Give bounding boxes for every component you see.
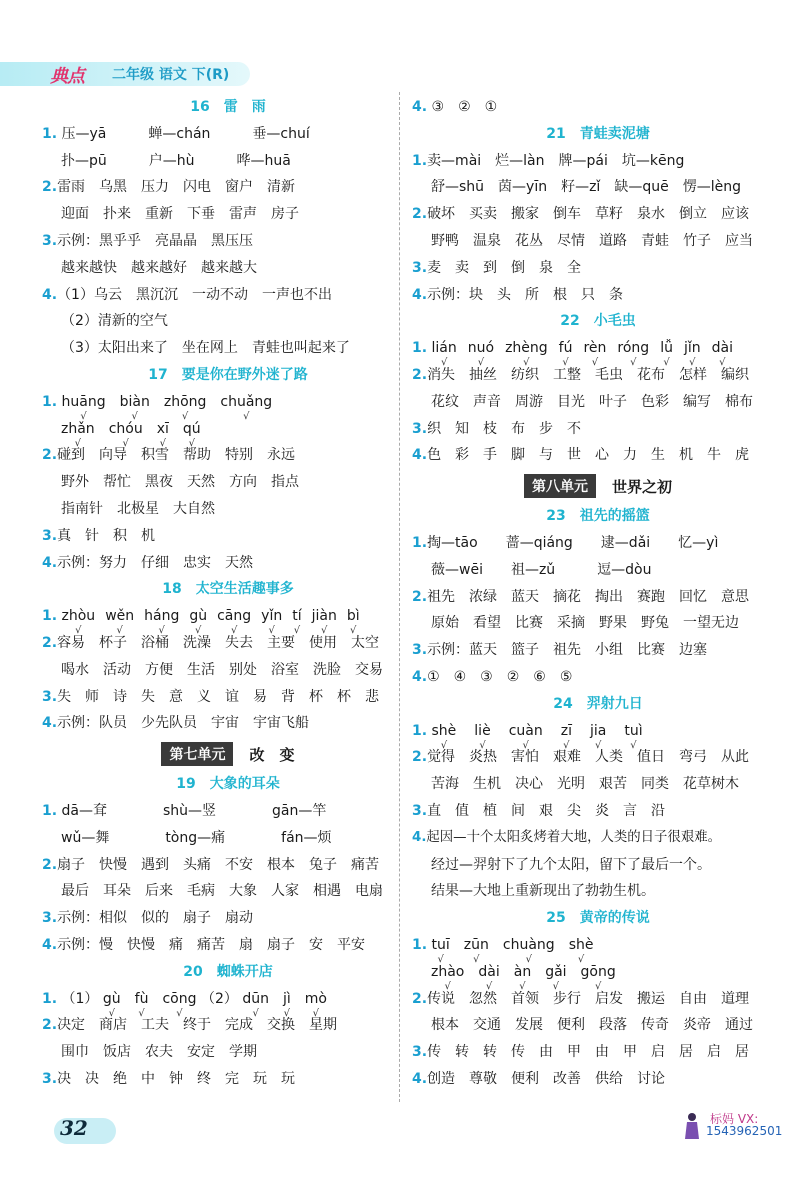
q-num: 3.	[412, 420, 428, 437]
pinyin: dài √	[712, 335, 733, 362]
answer-text: 指南针 北极星 大自然	[61, 500, 215, 517]
right-column	[412, 94, 784, 1093]
check-mark-icon: √	[562, 357, 569, 369]
check-mark-icon: √	[477, 357, 485, 369]
q-num: 2.	[42, 856, 58, 873]
check-mark-icon: √	[519, 980, 526, 992]
pinyin: xī √	[157, 416, 169, 443]
check-mark-icon: √	[479, 739, 486, 751]
check-mark-icon: √	[131, 410, 138, 422]
answer-text: 围巾 饭店 农夫 安定 学期	[61, 1044, 257, 1061]
lesson-23-title: 23 祖先的摇篮	[546, 508, 650, 525]
left-column	[42, 94, 414, 1093]
pinyin: gǎi √	[545, 959, 566, 986]
unit-8-header	[412, 469, 784, 503]
lesson-16-title: 16 雷 雨	[190, 99, 266, 115]
check-mark-icon: √	[283, 1007, 291, 1019]
answer-text: 根本 交通 发展 便利 段落 传奇 炎帝 通过	[431, 1017, 753, 1034]
check-mark-icon: √	[181, 410, 189, 422]
answer-text: （3）太阳出来了 坐在网上 青蛙也叫起来了	[61, 340, 350, 357]
q-num: 2.	[412, 588, 428, 605]
answer-text: 碰到 向导 积雪 帮助 特别 永远	[57, 447, 296, 464]
lesson-19-title: 19 大象的耳朵	[176, 776, 280, 793]
brand-logo: 典点	[50, 66, 84, 87]
q-num: 2.	[412, 206, 428, 223]
pinyin: jǐn √	[684, 335, 701, 362]
check-mark-icon: √	[293, 625, 301, 637]
answer-text: 真 针 积 机	[57, 527, 156, 544]
check-mark-icon: √	[663, 357, 670, 369]
q-num: 2.	[42, 1017, 58, 1034]
check-mark-icon: √	[594, 980, 602, 992]
unit-badge: 第七单元	[161, 742, 233, 766]
pinyin: zhào √	[431, 959, 464, 986]
check-mark-icon: √	[252, 1007, 259, 1019]
q-num: 4.	[412, 99, 428, 115]
check-mark-icon: √	[437, 953, 444, 965]
answer-text: 失 师 诗 失 意 义 谊 易 背 杯 杯 悲	[57, 688, 380, 705]
check-mark-icon: √	[523, 357, 530, 369]
answer-text: （1）乌云 黑沉沉 一动不动 一声也不出	[57, 286, 332, 303]
pinyin: fú √	[559, 335, 573, 362]
check-mark-icon: √	[138, 1007, 145, 1019]
check-mark-icon: √	[75, 625, 82, 637]
pinyin: jì √	[283, 986, 291, 1013]
pinyin: huāng √	[62, 389, 106, 416]
check-mark-icon: √	[485, 980, 493, 992]
answer-text: 破坏 买卖 搬家 倒车 草籽 泉水 倒立 应该	[427, 206, 750, 223]
check-mark-icon: √	[195, 625, 202, 637]
check-mark-icon: √	[188, 437, 195, 449]
lesson-17-title: 17 要是你在野外迷了路	[148, 366, 308, 383]
check-mark-icon: √	[719, 357, 726, 369]
lesson-21-title: 21 青蛙卖泥塘	[546, 125, 650, 142]
pinyin: cōng √	[162, 986, 196, 1013]
answer-text: 扑—pū 户—hù 哗—huā	[61, 152, 291, 169]
answer-text: 雷雨 乌黑 压力 闪电 窗户 清新	[57, 179, 296, 196]
answer-text: 色 彩 手 脚 与 世 心 力 生 机 牛 虎	[427, 447, 750, 464]
q-num: 1.	[42, 802, 58, 819]
answer-text: 决 决 绝 中 钟 终 完 玩 玩	[57, 1070, 296, 1087]
answer-text: 舒—shū 茵—yīn 籽—zǐ 缺—quē 愣—lèng	[431, 179, 741, 196]
q-num: 1.	[412, 722, 428, 739]
pinyin-row	[61, 389, 273, 422]
answer-text: wǔ—舞 tòng—痛 fán—烦	[61, 829, 332, 846]
pinyin-row	[102, 986, 197, 1019]
pinyin: gù √	[103, 986, 121, 1013]
check-mark-icon: √	[243, 410, 250, 422]
pinyin: zī √	[561, 718, 572, 745]
q-num: 2.	[42, 634, 58, 651]
pinyin: tí √	[292, 603, 301, 630]
answer-text: 示例：相似 似的 扇子 扇动	[57, 910, 254, 927]
pinyin: tuī √	[432, 932, 450, 959]
pinyin: nuó √	[468, 335, 494, 362]
q-num: 2.	[42, 447, 58, 464]
answer-text: 消失 抽丝 纺织 工整 毛虫 花布 怎样 编织	[427, 366, 750, 383]
q-num: 3.	[412, 259, 428, 276]
unit-title: 改 变	[249, 745, 295, 764]
pinyin: fù √	[135, 986, 149, 1013]
q-num: 3.	[42, 1070, 58, 1087]
answer-text: 传说 忽然 首领 步行 启发 搬运 自由 道理	[427, 990, 750, 1007]
unit-title: 世界之初	[611, 477, 672, 496]
answer-text: 扇子 快慢 遇到 头痛 不安 根本 兔子 痛苦	[57, 856, 380, 873]
q-num: 4.	[412, 286, 428, 303]
answer-text: 经过—羿射下了九个太阳，留下了最后一个。	[431, 856, 711, 873]
pinyin: lǚ √	[660, 335, 673, 362]
q-num: 1.	[42, 608, 58, 625]
pinyin: rèn √	[583, 335, 606, 362]
answer-text: 示例：努力 仔细 忠实 天然	[57, 554, 254, 571]
check-mark-icon: √	[440, 357, 448, 369]
pinyin: chuàng √	[503, 932, 555, 959]
check-mark-icon: √	[563, 739, 570, 751]
check-mark-icon: √	[268, 625, 275, 637]
q-num: 3.	[42, 910, 58, 927]
answer-text: 野鸭 温泉 花丛 尽情 道路 青蛙 竹子 应当	[431, 232, 753, 249]
check-mark-icon: √	[122, 437, 129, 449]
q-num: 1.	[412, 152, 428, 169]
answer-text: 容易 杯子 浴桶 洗澡 失去 主要 使用 太空	[57, 634, 380, 651]
answer-text: 创造 尊敬 便利 改善 供给 讨论	[427, 1070, 666, 1087]
pinyin: dūn √	[242, 986, 269, 1013]
q-num: 3.	[42, 232, 58, 249]
check-mark-icon: √	[158, 625, 165, 637]
q-num: 1.	[42, 393, 58, 410]
q-num: 3.	[412, 642, 428, 659]
watermark-number: 1543962501	[706, 1124, 783, 1138]
pinyin: shè √	[569, 932, 594, 959]
pinyin: zhòu √	[62, 603, 96, 630]
answer-text: 原始 看望 比赛 采摘 野果 野兔 一望无边	[431, 615, 739, 632]
pinyin-row	[242, 986, 327, 1019]
page-number-badge	[54, 1118, 116, 1144]
answer-text: 越来越快 越来越好 越来越大	[61, 259, 257, 276]
answer-text: 麦 卖 到 倒 泉 全	[427, 259, 582, 276]
pinyin: zhǎn √	[61, 416, 95, 443]
check-mark-icon: √	[350, 625, 357, 637]
q-num: 4.	[412, 447, 428, 464]
pinyin: zhèng √	[505, 335, 548, 362]
answer-text: 薇—wēi 祖—zǔ 逗—dòu	[431, 561, 652, 578]
answer-text: 示例：蓝天 篮子 祖先 小组 比赛 边塞	[427, 642, 708, 659]
check-mark-icon: √	[312, 1007, 320, 1019]
check-mark-icon: √	[440, 739, 448, 751]
q-num: 3.	[412, 1044, 428, 1061]
answer-text: ① ④ ③ ② ⑥ ⑤	[427, 668, 573, 685]
watermark	[676, 1110, 786, 1142]
answer-text: ③ ② ①	[431, 99, 498, 115]
answer-text: 示例：队员 少先队员 宇宙 宇宙飞船	[57, 715, 310, 732]
pinyin: yǐn √	[261, 603, 282, 630]
q-num: 2.	[42, 179, 58, 196]
lesson-18-title: 18 太空生活趣事多	[162, 581, 294, 598]
check-mark-icon: √	[594, 739, 602, 751]
lesson-24-title: 24 羿射九日	[553, 695, 643, 712]
q-num: 4.	[412, 829, 427, 845]
check-mark-icon: √	[577, 953, 585, 965]
answer-text: 野外 帮忙 黑夜 天然 方向 指点	[61, 474, 299, 491]
answer-text: （1）	[61, 990, 99, 1007]
answer-text: 卖—mài 烂—làn 牌—pái 坑—kēng	[427, 152, 685, 169]
answer-text: 压—yā 蝉—chán 垂—chuí	[61, 125, 310, 142]
check-mark-icon: √	[108, 1007, 115, 1019]
q-num: 4.	[42, 936, 58, 953]
q-num: 3.	[412, 802, 428, 819]
pinyin: liè √	[474, 718, 490, 745]
pinyin: mò √	[305, 986, 327, 1013]
q-num: 2.	[412, 990, 428, 1007]
q-num: 1.	[42, 990, 58, 1007]
pinyin-row	[61, 603, 360, 637]
pinyin-row	[431, 932, 594, 965]
answer-text: 示例：黑乎乎 亮晶晶 黑压压	[57, 232, 254, 249]
lesson-25-title: 25 黄帝的传说	[546, 910, 650, 927]
pinyin: shè √	[432, 718, 457, 745]
answer-text: （2）清新的空气	[61, 313, 168, 330]
check-mark-icon: √	[74, 437, 82, 449]
pinyin: zūn √	[464, 932, 489, 959]
answer-text: （2）	[200, 990, 238, 1007]
check-mark-icon: √	[230, 625, 238, 637]
q-num: 4.	[42, 554, 58, 571]
pinyin: chuǎng √	[220, 389, 272, 416]
answer-text: dā—耷 shù—竖 gān—竿	[61, 802, 327, 819]
pinyin: zhōng √	[164, 389, 207, 416]
check-mark-icon: √	[444, 980, 451, 992]
answer-text: 祖先 浓绿 蓝天 摘花 掏出 赛跑 回忆 意思	[427, 588, 750, 605]
check-mark-icon: √	[525, 953, 532, 965]
pinyin-row	[61, 416, 201, 449]
answer-text: 觉得 炎热 害怕 艰难 人类 值日 弯弓 从此	[427, 749, 750, 766]
pinyin: bì √	[347, 603, 360, 630]
lesson-22-title: 22 小毛虫	[560, 313, 636, 330]
pinyin: chóu √	[109, 416, 143, 443]
check-mark-icon: √	[630, 739, 637, 751]
q-num: 1.	[412, 936, 428, 953]
pinyin-row	[431, 718, 643, 751]
pinyin: háng √	[144, 603, 179, 630]
watermark-label: 标妈 VX:	[710, 1112, 759, 1126]
pinyin: jia √	[590, 718, 606, 745]
answer-text: 最后 耳朵 后来 毛病 大象 人家 相遇 电扇	[61, 883, 383, 900]
q-num: 3.	[42, 688, 58, 705]
unit-7-header	[42, 737, 414, 771]
pinyin: gōng √	[581, 959, 616, 986]
figure-icon	[682, 1112, 702, 1140]
q-num: 4.	[412, 1070, 428, 1087]
check-mark-icon: √	[630, 357, 637, 369]
check-mark-icon: √	[176, 1007, 183, 1019]
answer-text: 示例：块 头 所 根 只 条	[427, 286, 624, 303]
pinyin: cāng √	[217, 603, 251, 630]
check-mark-icon: √	[473, 953, 480, 965]
answer-text: 织 知 枝 布 步 不	[427, 420, 582, 437]
pinyin: tuì √	[624, 718, 642, 745]
pinyin: lián √	[432, 335, 457, 362]
pinyin-row	[431, 335, 733, 369]
check-mark-icon: √	[689, 357, 696, 369]
unit-badge: 第八单元	[524, 474, 596, 498]
pinyin: jiàn √	[312, 603, 337, 630]
q-num: 4.	[42, 286, 58, 303]
pinyin: qú √	[183, 416, 201, 443]
q-num: 2.	[412, 366, 428, 383]
check-mark-icon: √	[80, 410, 87, 422]
answer-text: 迎面 扑来 重新 下垂 雷声 房子	[61, 206, 299, 223]
answer-text: 直 值 植 间 艰 尖 炎 言 沿	[427, 802, 666, 819]
q-num: 3.	[42, 527, 58, 544]
check-mark-icon: √	[591, 357, 599, 369]
answer-text: 决定 商店 工夫 终于 完成 交换 星期	[57, 1017, 338, 1034]
pinyin: dài √	[478, 959, 499, 986]
pinyin-row	[431, 959, 616, 992]
check-mark-icon: √	[116, 625, 123, 637]
pinyin: biàn √	[120, 389, 150, 416]
answer-text: 喝水 活动 方便 生活 别处 浴室 洗脸 交易	[61, 661, 383, 678]
answer-text: 掏—tāo 蔷—qiáng 逮—dǎi 忆—yì	[427, 534, 719, 551]
check-mark-icon: √	[159, 437, 166, 449]
check-mark-icon: √	[522, 739, 529, 751]
answer-text: 结果—大地上重新现出了勃勃生机。	[431, 883, 655, 900]
answer-text: 起因—十个太阳炙烤着大地，人类的日子很艰难。	[426, 829, 721, 845]
lesson-20-title: 20 蜘蛛开店	[183, 963, 273, 980]
answer-text: 示例：慢 快慢 痛 痛苦 扇 扇子 安 平安	[57, 936, 366, 953]
pinyin: wěn √	[105, 603, 134, 630]
pinyin: gù √	[189, 603, 207, 630]
check-mark-icon: √	[321, 625, 328, 637]
check-mark-icon: √	[552, 980, 560, 992]
answer-text: 苦海 生机 决心 光明 艰苦 同类 花草树木	[431, 776, 739, 793]
pinyin: róng √	[617, 335, 649, 362]
page-number: 32	[60, 1116, 88, 1140]
pinyin: àn √	[514, 959, 531, 986]
q-num: 1.	[412, 534, 428, 551]
answer-text: 花纹 声音 周游 目光 叶子 色彩 编写 棉布	[431, 393, 753, 410]
book-title: 二年级 语文 下(R)	[112, 67, 230, 83]
q-num: 4.	[42, 715, 58, 732]
pinyin: cuàn √	[509, 718, 543, 745]
q-num: 2.	[412, 749, 428, 766]
q-num: 1.	[412, 340, 428, 357]
q-num: 1.	[42, 125, 58, 142]
q-num: 4.	[412, 668, 428, 685]
answer-text: 传 转 转 传 由 甲 由 甲 启 居 启 居	[427, 1044, 750, 1061]
